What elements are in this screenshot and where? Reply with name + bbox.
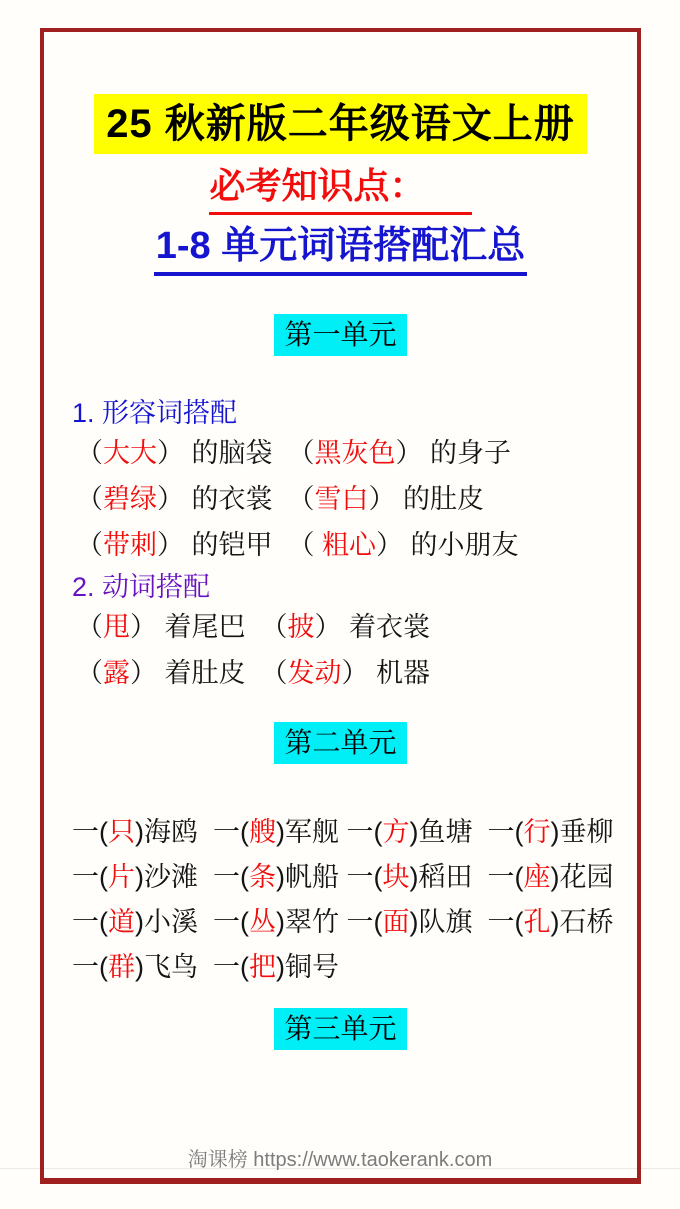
word-line [76,604,637,650]
red-word: 带刺 [103,530,157,560]
text-segment: )花园 [550,862,614,892]
content-sections [44,314,637,1050]
text-segment: 一( [72,907,108,937]
red-word: 露 [103,658,130,688]
text-segment: )垂柳 [550,817,614,847]
text-segment: ） 机器 [341,658,431,688]
subtitle-red-row [44,164,637,215]
text-segment: )军舰 一( [276,817,383,847]
text-segment: （ [76,438,103,468]
text-segment: ） 着肚皮 （ [130,658,288,688]
red-word: 粗心 [322,530,377,560]
text-segment: ） 的铠甲 （ [157,530,323,560]
text-segment: （ [76,530,103,560]
text-segment: )海鸥 一( [135,817,249,847]
red-word: 丛 [249,907,276,937]
red-word: 碧绿 [103,484,157,514]
page-title: 25 秋新版二年级语文上册 [94,94,587,154]
text-segment: ） 的小朋友 [376,530,519,560]
text-segment: ） 的身子 [395,438,512,468]
text-segment: （ [76,658,103,688]
text-segment: ） 着衣裳 [314,612,431,642]
red-word: 大大 [103,438,157,468]
red-word: 孔 [523,907,551,937]
unit-heading: 第三单元 [274,1008,406,1050]
text-segment: ） 的肚皮 [368,484,485,514]
text-segment: （ [76,612,103,642]
red-word: 雪白 [314,484,369,514]
text-segment: )石桥 [550,907,614,937]
unit-heading-row [44,722,637,764]
unit-section [44,314,637,696]
subtitle-blue: 1-8 单元词语搭配汇总 [154,223,527,276]
red-word: 行 [523,817,551,847]
subtitle-blue-row [44,223,637,276]
text-segment: )帆船 一( [276,862,383,892]
footer-link[interactable]: 淘课榜 https://www.taokerank.com [187,1149,493,1171]
red-word: 道 [108,907,135,937]
red-word: 座 [523,862,551,892]
subsection-label: 1. 形容词搭配 [72,398,238,428]
unit-heading: 第一单元 [274,314,406,356]
red-word: 条 [249,862,276,892]
red-word: 片 [108,862,135,892]
red-word: 披 [287,612,315,642]
unit-section [44,1008,637,1050]
text-segment: )队旗 一( [409,907,524,937]
text-segment: （ [76,484,103,514]
header [44,32,637,154]
red-word: 艘 [249,817,276,847]
red-word: 面 [382,907,410,937]
text-segment: ） 的脑袋 （ [157,438,315,468]
red-word: 把 [249,952,276,982]
subtitle-red: 必考知识点： [209,164,471,215]
text-segment: 一( [72,817,108,847]
text-segment: )稻田 一( [409,862,524,892]
word-line [76,430,637,476]
subsection-label: 2. 动词搭配 [72,572,211,602]
unit-heading-row [44,314,637,356]
red-word: 方 [382,817,410,847]
red-word: 群 [108,952,135,982]
unit-heading: 第二单元 [274,722,406,764]
text-segment: )小溪 一( [135,907,249,937]
text-segment: 一( [72,952,108,982]
word-line [72,945,637,990]
red-word: 发动 [287,658,342,688]
red-word: 黑灰色 [314,438,396,468]
text-segment: )翠竹 一( [276,907,383,937]
word-line [72,900,637,945]
text-segment: 一( [72,862,108,892]
text-segment: ） 着尾巴 （ [130,612,288,642]
text-segment: )飞鸟 一( [135,952,249,982]
red-word: 块 [382,862,410,892]
text-segment: )鱼塘 一( [409,817,524,847]
text-segment: )铜号 [276,952,339,982]
unit-heading-row [44,1008,637,1050]
text-segment: ） 的衣裳 （ [157,484,315,514]
red-border-frame [40,28,641,1184]
word-line [72,810,637,855]
word-line [76,650,637,696]
red-word: 甩 [103,612,130,642]
word-line [76,476,637,522]
unit-section [44,722,637,990]
word-line [72,855,637,900]
word-line [76,522,637,568]
text-segment: )沙滩 一( [135,862,249,892]
red-word: 只 [108,817,135,847]
